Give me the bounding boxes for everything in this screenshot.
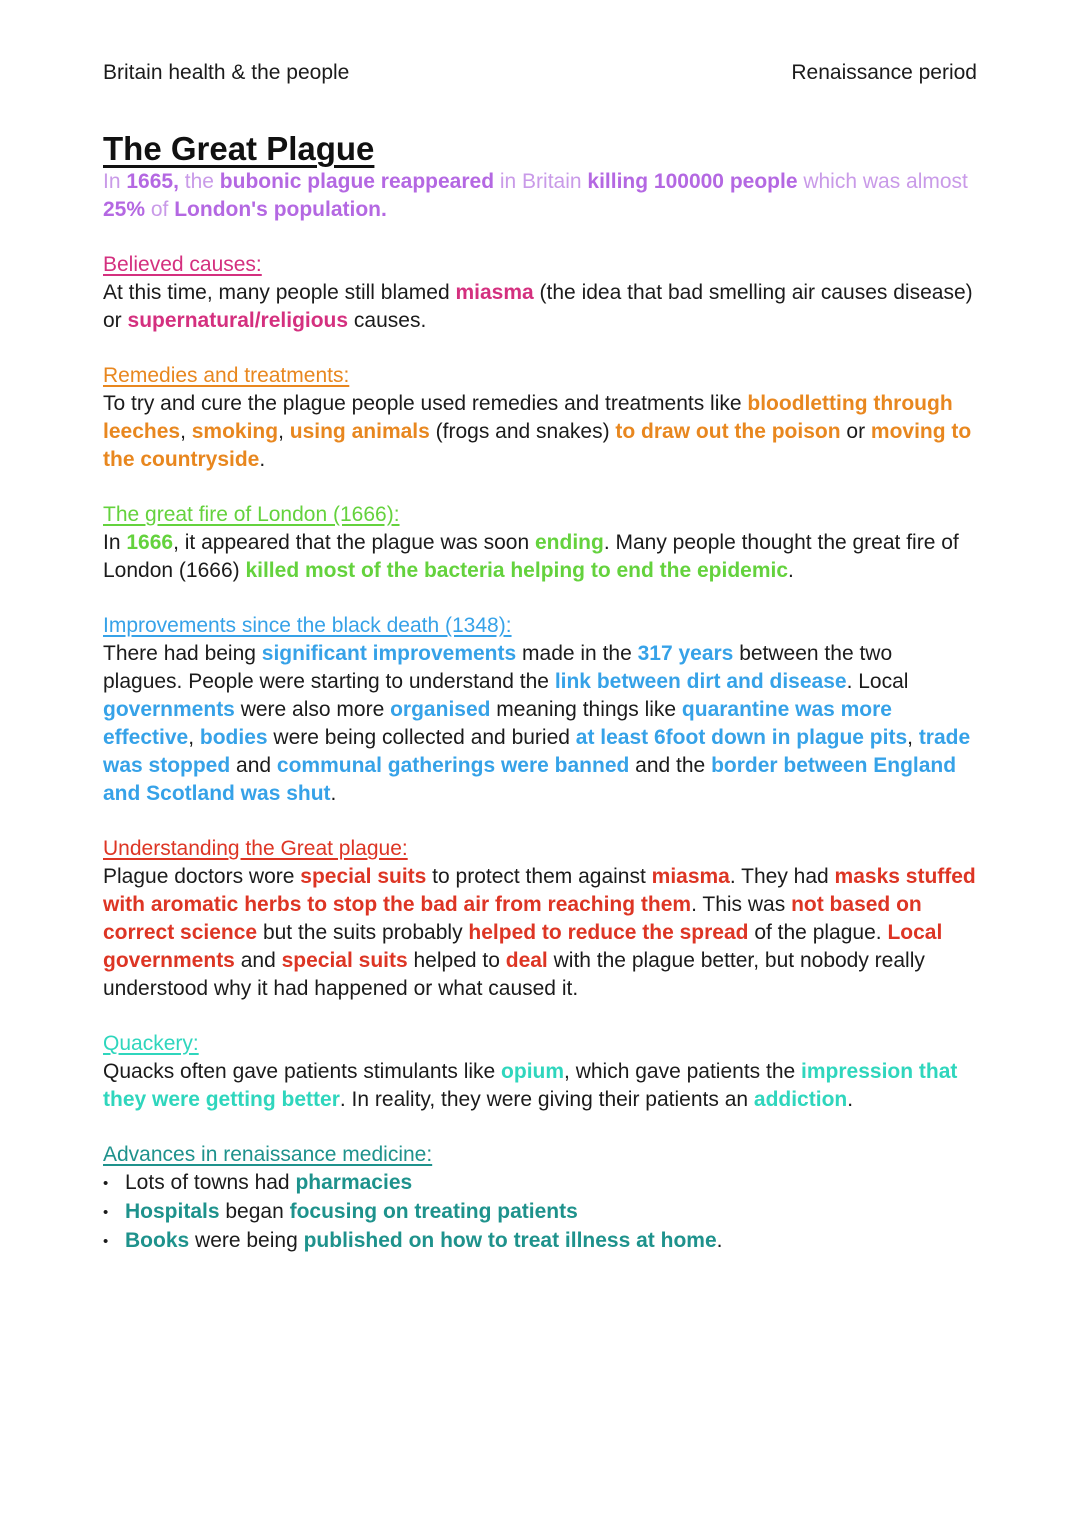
list-item: [103, 1227, 977, 1256]
highlight-text: supernatural/religious: [127, 309, 349, 332]
highlight-text: governments: [103, 698, 235, 721]
paragraph: [103, 1058, 977, 1114]
text-run: began: [219, 1200, 290, 1223]
note-section: [103, 835, 977, 1003]
highlight-text: significant improvements: [261, 642, 517, 665]
section-heading: Quackery:: [103, 1032, 199, 1055]
highlight-text: organised: [390, 698, 491, 721]
list-item: [103, 1198, 977, 1227]
highlight-text: 1666: [126, 531, 174, 554]
highlight-text: border between England and Scotland was shut: [103, 754, 957, 805]
text-run: were being: [189, 1229, 304, 1252]
highlight-text: London's population.: [174, 198, 387, 221]
highlight-text: masks stuffed with aromatic herbs to stop the bad air from reaching them: [103, 865, 976, 916]
highlight-text: addiction: [753, 1088, 848, 1111]
text-run: .: [259, 448, 266, 471]
text-run: in Britain: [494, 170, 588, 193]
text-run: causes.: [348, 309, 427, 332]
text-run: meaning things like: [490, 698, 682, 721]
text-run: , it appeared that the plague was soon: [173, 531, 535, 554]
highlight-text: using animals: [289, 420, 430, 443]
text-run: In: [103, 531, 127, 554]
highlight-text: helped to reduce the spread: [468, 921, 749, 944]
text-run: (frogs and snakes): [429, 420, 616, 443]
highlight-text: special suits: [300, 865, 427, 888]
highlight-text: deal: [505, 949, 548, 972]
highlight-text: moving to the countryside: [103, 420, 972, 471]
text-run: .: [847, 1088, 854, 1111]
highlight-text: to draw out the poison: [615, 420, 841, 443]
highlight-text: miasma: [651, 865, 730, 888]
note-section: [103, 612, 977, 808]
paragraph: [103, 640, 977, 808]
highlight-text: killing 100000 people: [587, 170, 798, 193]
text-run: . This was: [691, 893, 792, 916]
text-run: and: [230, 754, 277, 777]
text-run: of the plague.: [748, 921, 888, 944]
text-run: of: [145, 198, 175, 221]
highlight-text: opium: [501, 1060, 565, 1083]
text-run: To try and cure the plague people used remedies and treatments like: [103, 392, 748, 415]
bullet-list: [103, 1169, 977, 1256]
text-run: and the: [629, 754, 712, 777]
text-run: , which gave patients the: [564, 1060, 802, 1083]
text-run: . In reality, they were giving their patients an: [339, 1088, 754, 1111]
text-run: or: [840, 420, 871, 443]
highlight-text: quarantine was more effective: [103, 698, 892, 749]
highlight-text: bloodletting through leeches: [103, 392, 953, 443]
text-run: . Local: [846, 670, 909, 693]
note-section: [103, 501, 977, 585]
text-run: but the suits probably: [257, 921, 469, 944]
text-run: ,: [188, 726, 200, 749]
highlight-text: communal gatherings were banned: [276, 754, 630, 777]
text-run: ,: [278, 420, 290, 443]
text-run: There had being: [103, 642, 262, 665]
text-run: (the idea that bad smelling air causes disease) or: [103, 281, 973, 332]
text-run: which was almost: [797, 170, 968, 193]
highlight-text: bubonic plague reappeared: [219, 170, 495, 193]
bullet-icon: •: [103, 1233, 109, 1250]
text-run: . They had: [729, 865, 835, 888]
text-run: with the plague better, but nobody really understood why it had happened or what caused it.: [103, 949, 925, 1000]
note-section: [103, 362, 977, 474]
text-run: were being collected and buried: [267, 726, 576, 749]
highlight-text: killed most of the bacteria helping to end the epidemic: [245, 559, 789, 582]
note-section: [103, 251, 977, 335]
section-heading: Believed causes:: [103, 253, 262, 276]
highlight-text: special suits: [281, 949, 408, 972]
text-run: and: [234, 949, 282, 972]
text-run: helped to: [407, 949, 506, 972]
highlight-text: at least 6foot down in plague pits: [575, 726, 908, 749]
text-run: to protect them against: [426, 865, 652, 888]
paragraph: [103, 529, 977, 585]
bullet-icon: •: [103, 1204, 109, 1221]
document-header: [103, 60, 977, 86]
intro-paragraph: [103, 168, 977, 224]
note-section: [103, 1030, 977, 1114]
text-run: ,: [907, 726, 919, 749]
text-run: . Many people thought the great fire of London (1666): [103, 531, 959, 582]
text-run: Lots of towns had: [125, 1171, 296, 1194]
text-run: Quacks often gave patients stimulants like: [103, 1060, 502, 1083]
header-right-text: Renaissance period: [791, 61, 977, 84]
text-run: made in the: [516, 642, 638, 665]
paragraph: [103, 390, 977, 474]
highlight-text: 317 years: [637, 642, 734, 665]
highlight-text: Hospitals: [125, 1200, 220, 1223]
highlight-text: trade was stopped: [103, 726, 971, 777]
section-heading: The great fire of London (1666):: [103, 503, 400, 526]
highlight-text: ending: [535, 531, 604, 554]
paragraph: [103, 863, 977, 1003]
section-heading: Improvements since the black death (1348):: [103, 614, 512, 637]
highlight-text: not based on correct science: [103, 893, 922, 944]
highlight-text: miasma: [455, 281, 534, 304]
highlight-text: link between dirt and disease: [554, 670, 847, 693]
section-heading: Remedies and treatments:: [103, 364, 350, 387]
highlight-text: Local governments: [103, 921, 943, 972]
text-run: .: [716, 1229, 723, 1252]
text-run: the: [178, 170, 220, 193]
page-title: The Great Plague: [103, 130, 375, 167]
highlight-text: bodies: [199, 726, 268, 749]
header-left-text: Britain health & the people: [103, 61, 350, 84]
highlight-text: published on how to treat illness at home: [303, 1229, 717, 1252]
highlight-text: impression that they were getting better: [103, 1060, 958, 1111]
section-heading: Understanding the Great plague:: [103, 837, 408, 860]
highlight-text: pharmacies: [295, 1171, 413, 1194]
text-run: .: [330, 782, 337, 805]
text-run: Plague doctors wore: [103, 865, 301, 888]
text-run: ,: [180, 420, 192, 443]
sections-container: [103, 251, 977, 1256]
text-run: .: [788, 559, 794, 582]
text-run: were also more: [234, 698, 391, 721]
text-run: between the two plagues. People were starting to understand the: [103, 642, 893, 693]
text-run: At this time, many people still blamed: [103, 281, 456, 304]
highlight-text: smoking: [191, 420, 279, 443]
highlight-text: 1665,: [126, 170, 179, 193]
highlight-text: Books: [125, 1229, 190, 1252]
text-run: In: [103, 170, 127, 193]
highlight-text: 25%: [103, 198, 146, 221]
bullet-icon: •: [103, 1175, 109, 1192]
list-item: [103, 1169, 977, 1198]
note-section: [103, 1141, 977, 1256]
highlight-text: focusing on treating patients: [289, 1200, 578, 1223]
paragraph: [103, 279, 977, 335]
section-heading: Advances in renaissance medicine:: [103, 1143, 433, 1166]
